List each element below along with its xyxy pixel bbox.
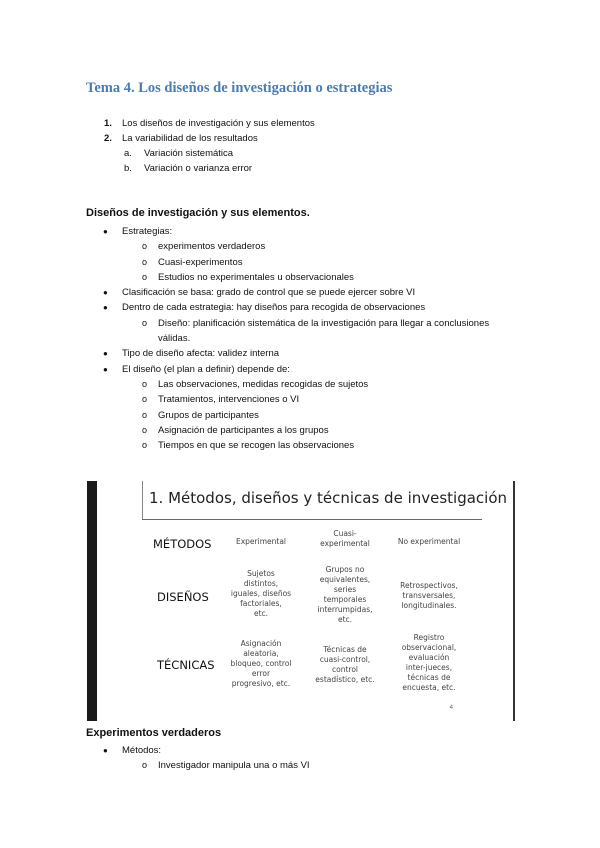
bullet-icon: ●	[103, 227, 108, 236]
list-item-continuation: válidas.	[158, 333, 191, 345]
circle-bullet-icon: o	[142, 760, 148, 771]
section1-list	[86, 224, 526, 453]
list-item: ● Dentro de cada estrategia: hay diseños para recogida de observaciones	[86, 300, 526, 315]
circle-bullet-icon: o	[142, 241, 148, 252]
circle-bullet-icon: o	[142, 394, 148, 405]
list-item: o Las observaciones, medidas recogidas de sujetos	[86, 377, 526, 392]
circle-bullet-icon: o	[142, 378, 148, 389]
cell-design-no-experimental: Retrospectivos, transversales, longitudinales.	[400, 581, 458, 610]
cell-design-cuasi: Grupos no equivalentes, series temporales interrumpidas, etc.	[317, 565, 373, 624]
slide-title-underline	[142, 519, 482, 520]
list-item: ● El diseño (el plan a definir) depende de:	[86, 362, 526, 377]
list-item: o Diseño: planificación sistemática de la investigación para llegar a conclusiones	[86, 316, 526, 331]
cell-technique-no-experimental: Registro observacional, evaluación inter-jueces, técnicas de encuesta, etc.	[401, 633, 457, 692]
slide-left-border	[87, 481, 97, 721]
toc-item: 2. La variabilidad de los resultados	[104, 133, 258, 144]
circle-bullet-icon: o	[142, 317, 148, 328]
list-item: o Investigador manipula una o más VI	[86, 758, 526, 773]
cell-method-experimental: Experimental	[235, 537, 286, 546]
table-of-contents	[100, 116, 315, 176]
list-item: o Estudios no experimentales u observacionales	[86, 270, 526, 285]
cell-design-experimental: Sujetos distintos, iguales, diseños factoriales, etc.	[230, 569, 292, 618]
circle-bullet-icon: o	[142, 424, 148, 435]
page-title: Tema 4. Los diseños de investigación o estrategias	[86, 80, 393, 96]
section-heading-disenos: Diseños de investigación y sus elementos.	[86, 207, 310, 219]
list-item: o Tratamientos, intervenciones o VI	[86, 392, 526, 407]
cell-technique-cuasi: Técnicas de cuasi-control, control estadístico, etc.	[315, 645, 375, 684]
list-item: o Tiempos en que se recogen las observaciones	[86, 438, 526, 453]
list-item: ● Métodos:	[86, 743, 526, 758]
bullet-icon: ●	[103, 303, 108, 313]
circle-bullet-icon: o	[142, 409, 148, 420]
bullet-icon: ●	[103, 746, 108, 755]
bullet-icon: ●	[103, 349, 108, 359]
section2-list	[86, 743, 526, 774]
row-label-disenos: DISEÑOS	[157, 590, 209, 604]
list-item: ● Tipo de diseño afecta: validez interna	[86, 346, 526, 361]
slide-right-border	[513, 481, 515, 721]
row-label-tecnicas: TÉCNICAS	[157, 658, 215, 672]
circle-bullet-icon: o	[142, 271, 148, 282]
cell-method-no-experimental: No experimental	[397, 537, 461, 546]
circle-bullet-icon: o	[142, 256, 148, 267]
toc-item: 1. Los diseños de investigación y sus elementos	[104, 118, 315, 129]
cell-technique-experimental: Asignación aleatoria, bloqueo, control error progresivo, etc.	[230, 639, 292, 688]
list-item: o Asignación de participantes a los grupos	[86, 423, 526, 438]
slide-page-number: 4	[449, 705, 453, 711]
list-item: o Grupos de participantes	[86, 408, 526, 423]
bullet-icon: ●	[103, 288, 108, 298]
row-label-metodos: MÉTODOS	[153, 537, 212, 551]
slide-title: 1. Métodos, diseños y técnicas de investigación	[149, 489, 508, 507]
slide-image	[87, 481, 515, 721]
list-item: o Cuasi-experimentos	[86, 255, 526, 270]
cell-method-cuasi: Cuasi- experimental	[320, 529, 370, 548]
list-item: ● Clasificación se basa: grado de control que se puede ejercer sobre VI	[86, 285, 526, 300]
circle-bullet-icon: o	[142, 440, 148, 451]
toc-subitem: a. Variación sistemática	[124, 148, 234, 159]
list-item: ● Estrategias:	[86, 224, 526, 239]
list-item: o experimentos verdaderos	[86, 239, 526, 254]
slide-title-bracket	[142, 481, 143, 520]
toc-subitem: b. Variación o varianza error	[124, 163, 253, 174]
bullet-icon: ●	[103, 364, 108, 374]
section-heading-experimentos: Experimentos verdaderos	[86, 727, 222, 739]
